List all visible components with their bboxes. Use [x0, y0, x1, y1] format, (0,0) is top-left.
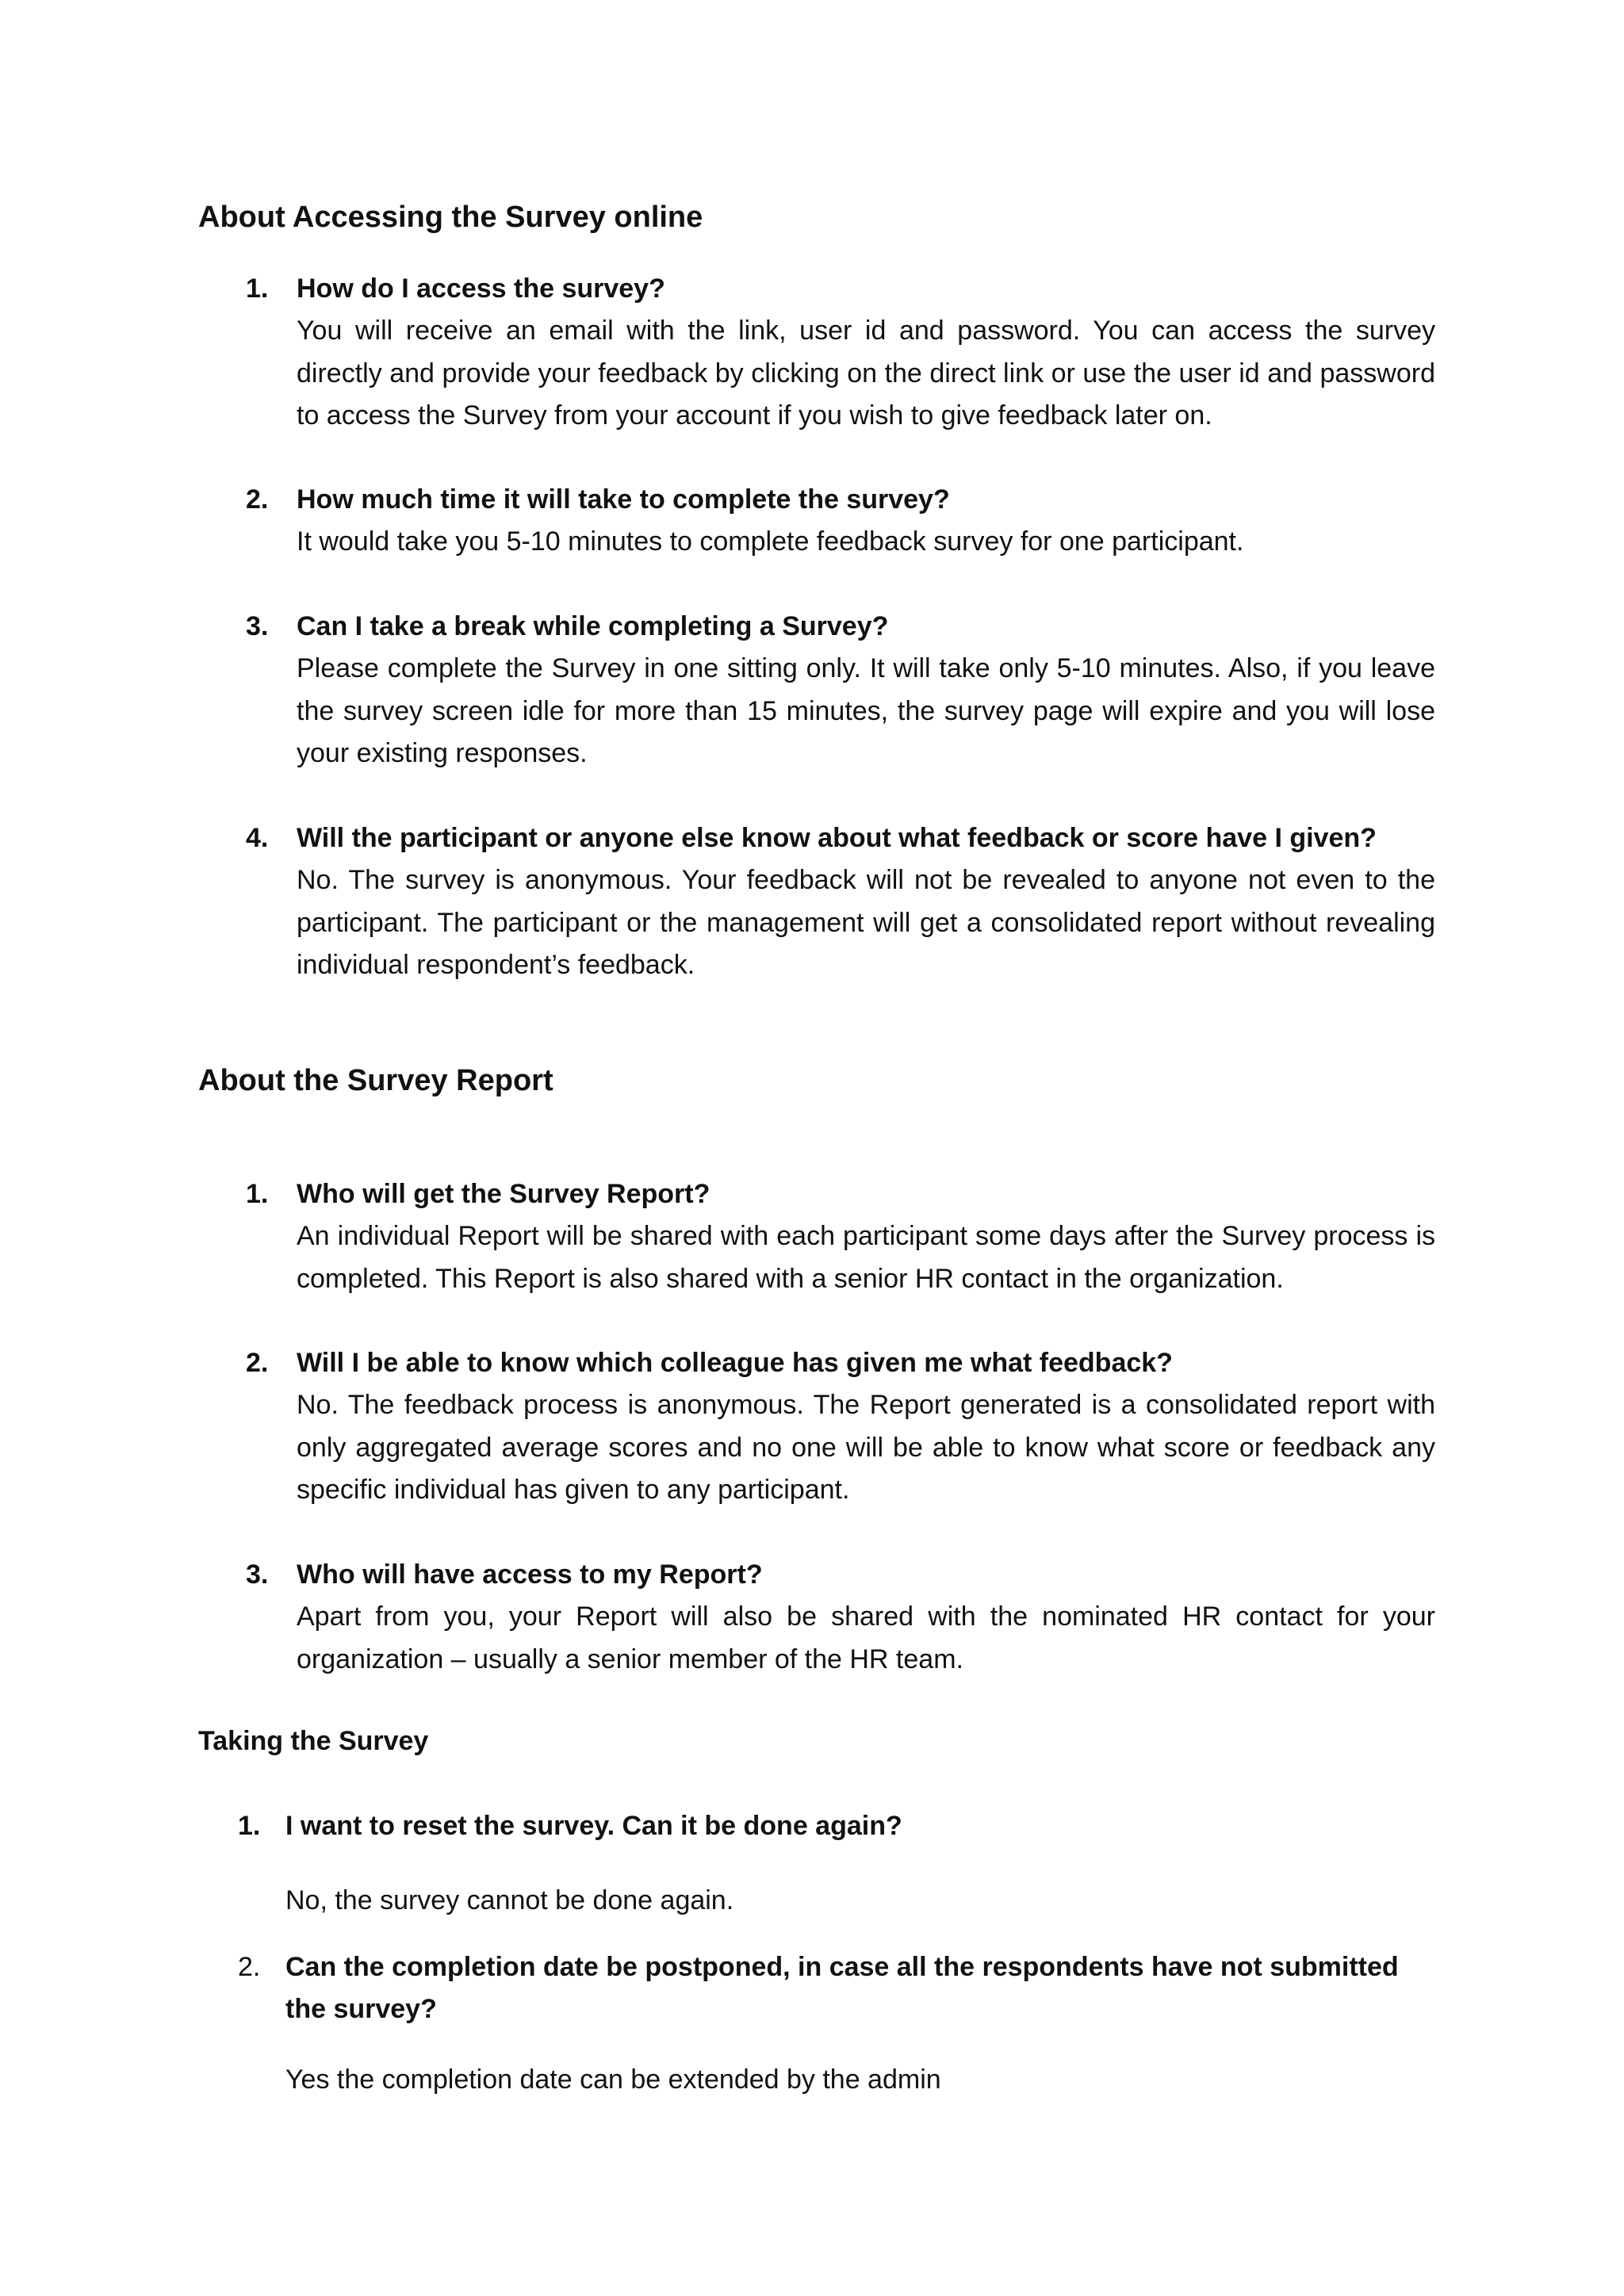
- faq-answer: Apart from you, your Report will also be shared with the nominated HR contact for your organization – usually a senior member of the HR team.: [297, 1601, 1435, 1674]
- faq-answer: No. The feedback process is anonymous. The Report generated is a consolidated report with only aggregated average scores and no one will be able to know what score or feedback any specific individual has given to any participant.: [297, 1390, 1435, 1505]
- faq-question: Who will get the Survey Report?: [297, 1179, 710, 1209]
- faq-question: Can I take a break while completing a Survey?: [297, 611, 889, 641]
- item-number: 3.: [246, 1559, 269, 1590]
- item-number: 2.: [238, 1952, 261, 1982]
- faq-answer: An individual Report will be shared with each participant some days after the Survey process is completed. This Report is also shared with a senior HR contact in the organization.: [297, 1221, 1435, 1294]
- faq-question: Will the participant or anyone else know about what feedback or score have I given?: [297, 823, 1377, 853]
- section-heading-survey-report: About the Survey Report: [198, 1064, 553, 1097]
- section-heading-taking-survey: Taking the Survey: [198, 1726, 429, 1756]
- item-number: 2.: [246, 484, 269, 515]
- faq-question: Can the completion date be postponed, in case all the respondents have not submitted the survey?: [285, 1952, 1399, 2024]
- faq-answer: It would take you 5-10 minutes to complete feedback survey for one participant.: [297, 526, 1244, 557]
- item-number: 1.: [246, 274, 269, 304]
- item-number: 1.: [246, 1179, 269, 1209]
- faq-question: Who will have access to my Report?: [297, 1559, 763, 1590]
- faq-answer: No. The survey is anonymous. Your feedback will not be revealed to anyone not even to the participant. The participant or the management will get a consolidated report without revealing individual respondent’s feedback.: [297, 865, 1435, 980]
- faq-answer: Yes the completion date can be extended by the admin: [285, 2064, 941, 2095]
- faq-answer: Please complete the Survey in one sitting only. It will take only 5-10 minutes. Also, if you leave the survey screen idle for more than 15 minutes, the survey page will expire and you will lose your existing responses.: [297, 653, 1435, 768]
- item-number: 3.: [246, 611, 269, 641]
- faq-question: How do I access the survey?: [297, 274, 665, 304]
- faq-question: I want to reset the survey. Can it be done again?: [285, 1811, 902, 1841]
- item-number: 4.: [246, 823, 269, 853]
- section-heading-accessing-survey: About Accessing the Survey online: [198, 201, 703, 234]
- faq-question: Will I be able to know which colleague has given me what feedback?: [297, 1348, 1173, 1378]
- item-number: 2.: [246, 1348, 269, 1378]
- item-number: 1.: [238, 1811, 261, 1841]
- faq-question: How much time it will take to complete the survey?: [297, 484, 950, 515]
- faq-answer: You will receive an email with the link, user id and password. You can access the survey directly and provide your feedback by clicking on the direct link or use the user id and password to access the Survey from your account if you wish to give feedback later on.: [297, 316, 1435, 430]
- faq-answer: No, the survey cannot be done again.: [285, 1885, 734, 1915]
